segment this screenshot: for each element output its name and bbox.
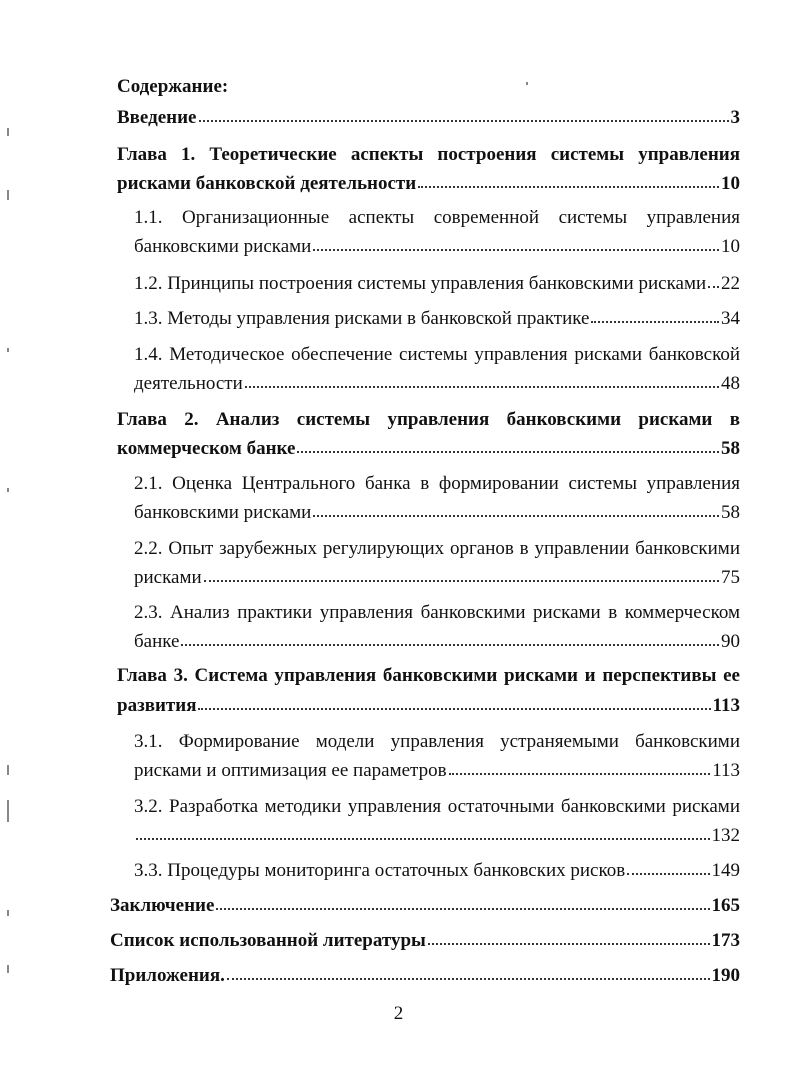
scan-speck: [7, 488, 9, 492]
toc-entry-label: коммерческом банке: [117, 438, 296, 459]
leader-dots: [204, 566, 719, 582]
toc-chapter-3: [117, 694, 740, 718]
leader-dots: [313, 235, 719, 251]
toc-entry-label: 3.3. Процедуры мониторинга остаточных банковских рисков: [134, 860, 626, 881]
toc-entry-page: 22: [721, 273, 740, 294]
toc-entry-intro: [117, 106, 740, 130]
toc-entry-conclusion: [110, 894, 740, 918]
toc-entry-label: банковскими рисками: [134, 236, 312, 257]
toc-entry-label: Введение: [117, 107, 197, 128]
scan-speck: [7, 190, 9, 200]
toc-section-2-2-line1: 2.2. Опыт зарубежных регулирующих органов в управлении банковскими: [134, 538, 740, 559]
toc-entry-label: банковскими рисками: [134, 502, 312, 523]
toc-entry-label: деятельности: [134, 373, 243, 394]
scan-speck: [7, 910, 9, 916]
scan-speck: [7, 965, 9, 973]
toc-entry-page: 165: [711, 895, 740, 916]
toc-section-1-1: [134, 235, 740, 259]
scan-speck: [7, 128, 9, 136]
leader-dots: [297, 437, 719, 453]
toc-section-1-4-line1: 1.4. Методическое обеспечение системы управления рисками банковской: [134, 344, 740, 365]
toc-section-2-3-line1: 2.3. Анализ практики управления банковскими рисками в коммерческом: [134, 602, 740, 623]
toc-section-3-1-line1: 3.1. Формирование модели управления устраняемыми банковскими: [134, 731, 740, 752]
toc-entry-page: 3: [730, 107, 740, 128]
leader-dots: [627, 859, 709, 875]
toc-entry-label: рисками и оптимизация ее параметров: [134, 760, 447, 781]
toc-section-2-3: [134, 630, 740, 654]
toc-entry-label: развития: [117, 695, 197, 716]
toc-chapter-2: [117, 437, 740, 461]
toc-entry-page: 113: [712, 695, 740, 716]
toc-chapter-3-line1: Глава 3. Система управления банковскими рисками и перспективы ее: [117, 665, 740, 686]
leader-dots: [245, 372, 719, 388]
toc-entry-page: 132: [711, 825, 740, 846]
toc-section-1-3: [134, 307, 740, 331]
toc-section-2-1: [134, 501, 740, 525]
leader-dots: [591, 307, 719, 323]
toc-entry-page: 10: [721, 236, 740, 257]
toc-entry-page: 10: [721, 173, 740, 194]
toc-entry-label: Заключение: [110, 895, 215, 916]
toc-chapter-1-line1: Глава 1. Теоретические аспекты построения системы управления: [117, 144, 740, 165]
leader-dots: [313, 501, 719, 517]
toc-entry-label: 1.3. Методы управления рисками в банковской практике: [134, 308, 590, 329]
scan-speck: [7, 765, 9, 775]
toc-entry-page: 58: [721, 438, 740, 459]
toc-section-3-3: [134, 859, 740, 883]
toc-section-3-2-line1: 3.2. Разработка методики управления остаточными банковскими рисками: [134, 796, 740, 817]
toc-chapter-1: [117, 172, 740, 196]
leader-dots: [418, 172, 719, 188]
leader-dots: [216, 894, 709, 910]
leader-dots: [198, 694, 710, 710]
toc-section-1-2: [134, 272, 740, 296]
toc-entry-page: 75: [721, 567, 740, 588]
toc-entry-label: Список использованной литературы: [110, 930, 426, 951]
toc-section-2-2: [134, 566, 740, 590]
toc-entry-literature: [110, 929, 740, 953]
toc-entry-appendix: [110, 964, 740, 988]
toc-section-2-1-line1: 2.1. Оценка Центрального банка в формировании системы управления: [134, 473, 740, 494]
toc-entry-label: банке: [134, 631, 180, 652]
scan-speck: [7, 348, 9, 352]
toc-section-3-2: [134, 824, 740, 848]
toc-entry-page: 90: [721, 631, 740, 652]
toc-entry-page: 48: [721, 373, 740, 394]
leader-dots: [227, 964, 710, 980]
toc-entry-label: 1.2. Принципы построения системы управления банковскими рисками: [134, 273, 707, 294]
leader-dots: [181, 630, 719, 646]
leader-dots: [428, 929, 710, 945]
scan-speck: [7, 800, 9, 822]
toc-entry-page: 149: [711, 860, 740, 881]
toc-entry-label: рисками банковской деятельности: [117, 173, 417, 194]
toc-section-3-1: [134, 759, 740, 783]
leader-dots: [136, 824, 710, 840]
leader-dots: [449, 759, 711, 775]
toc-entry-page: 190: [711, 965, 740, 986]
toc-chapter-2-line1: Глава 2. Анализ системы управления банковскими рисками в: [117, 409, 740, 430]
toc-section-1-4: [134, 372, 740, 396]
toc-entry-label: Приложения.: [110, 965, 225, 986]
scan-speck: [526, 82, 528, 85]
toc-entry-page: 58: [721, 502, 740, 523]
toc-entry-page: 34: [721, 308, 740, 329]
toc-title: Содержание:: [117, 76, 229, 97]
leader-dots: [708, 272, 719, 288]
page-number: 2: [393, 1003, 404, 1024]
toc-entry-page: 173: [711, 930, 740, 951]
toc-entry-label: рисками: [134, 567, 202, 588]
toc-section-1-1-line1: 1.1. Организационные аспекты современной системы управления: [134, 207, 740, 228]
toc-entry-page: 113: [712, 760, 740, 781]
leader-dots: [199, 106, 729, 122]
